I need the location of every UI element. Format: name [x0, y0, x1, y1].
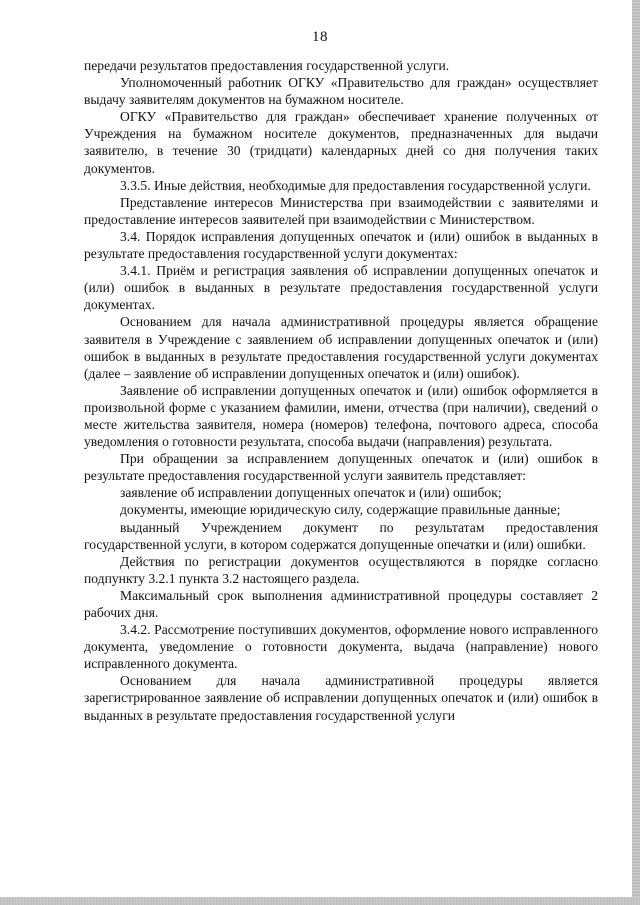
- paragraph: 3.4.2. Рассмотрение поступивших документов, оформление нового исправленного документа, уведомление о готовности документа, выдача (направление) нового исправленного документа.: [84, 622, 598, 672]
- paragraph: Максимальный срок выполнения административной процедуры составляет 2 рабочих дня.: [84, 587, 598, 620]
- paragraph: Представление интересов Министерства при взаимодействии с заявителями и предоставление интересов заявителей при взаимодействии с Министерством.: [84, 194, 598, 227]
- paragraph: документы, имеющие юридическую силу, содержащие правильные данные;: [120, 502, 561, 518]
- paragraph: Заявление об исправлении допущенных опечаток и (или) ошибок оформляется в произвольной форме с указанием фамилии, имени, отчества (при наличии), сведений о месте жительства заявителя, номера (номеров) телефона, почтового адреса, способа уведомления о готовности результата, способа выдачи (направления) результата.: [84, 382, 598, 450]
- paragraph: 3.4. Порядок исправления допущенных опечаток и (или) ошибок в выданных в результате предоставления государственной услуги документах:: [84, 228, 598, 262]
- scan-edge-right: [632, 0, 640, 905]
- paragraph: При обращении за исправлением допущенных опечаток и (или) ошибок в результате предоставления государственной услуги заявитель представляет:: [84, 451, 598, 484]
- paragraph: выданный Учреждением документ по результатам предоставления государственной услуги, в котором содержатся допущенные опечатки и (или) ошибки.: [84, 519, 598, 552]
- paragraph: ОГКУ «Правительство для граждан» обеспечивает хранение полученных от Учреждения на бумажном носителе документов, предназначенных для выдачи заявителю, в течение 30 (тридцати) календарных дней со дня получения таких документов.: [84, 109, 598, 176]
- paragraph: Основанием для начала административной процедуры является зарегистрированное заявление об исправлении допущенных опечаток и (или) ошибок в выданных в результате предоставления государственной услуги: [84, 673, 598, 723]
- paragraph: Действия по регистрации документов осуществляются в порядке согласно подпункту 3.2.1 пункта 3.2 настоящего раздела.: [84, 553, 598, 586]
- paragraph: Уполномоченный работник ОГКУ «Правительство для граждан» осуществляет выдачу заявителям документов на бумажном носителе.: [84, 75, 598, 108]
- paragraph: заявление об исправлении допущенных опечаток и (или) ошибок;: [120, 485, 502, 501]
- body-text: [84, 57, 598, 724]
- paragraph: передачи результатов предоставления государственной услуги.: [84, 58, 450, 73]
- paragraph: 3.4.1. Приём и регистрация заявления об исправлении допущенных опечаток и (или) ошибок в выданных в результате предоставления государственной услуги документах.: [84, 263, 598, 313]
- page-number: 18: [312, 29, 328, 45]
- paragraph: 3.3.5. Иные действия, необходимые для предоставления государственной услуги.: [120, 177, 591, 193]
- paragraph: Основанием для начала административной процедуры является обращение заявителя в Учреждение с заявлением об исправлении допущенных опечаток и (или) ошибок в выданных в результате предоставления государственной услуги документах (далее – заявление об исправлении допущенных опечаток и (или) ошибок).: [84, 314, 598, 381]
- scan-edge-bottom: [0, 897, 640, 905]
